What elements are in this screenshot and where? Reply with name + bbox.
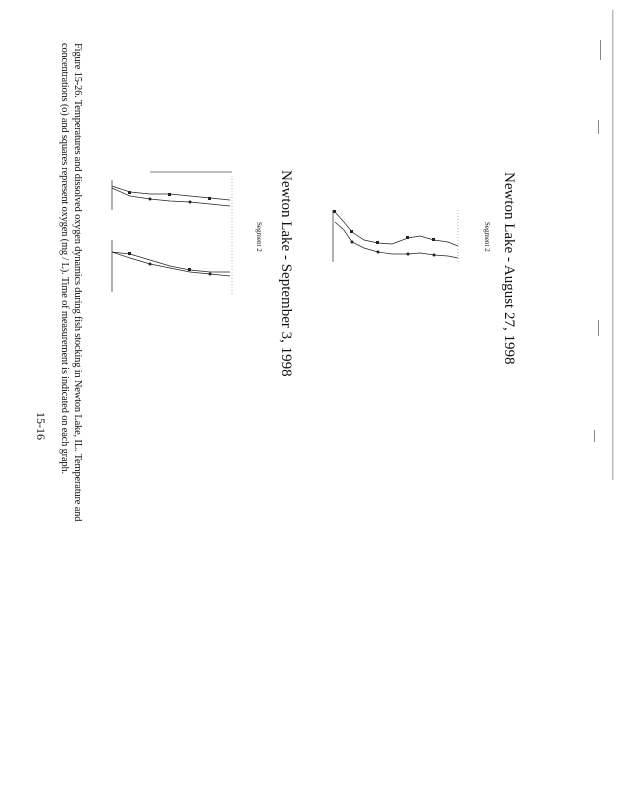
panel-1-title: Newton Lake - August 27, 1998	[501, 172, 517, 365]
panel-2-point	[189, 201, 192, 204]
panel-1-point	[350, 230, 353, 233]
panel-1-point	[377, 251, 380, 254]
panel-2-subtitle: Segment 2	[255, 222, 263, 252]
panel-2-point	[128, 252, 131, 255]
panel-1-series-oxygen	[335, 222, 458, 258]
page-number: 15-16	[34, 412, 48, 440]
panel-1-subtitle: Segment 2	[483, 222, 491, 252]
panel-1-point	[406, 236, 409, 239]
figure-caption-line-2: concentrations (o) and squares represent oxygen (mg / L). Time of measurement is indicated on each graph.	[59, 43, 70, 474]
panel-2-point	[188, 268, 191, 271]
panel-2-point	[128, 191, 131, 194]
panel-2-title: Newton Lake - September 3, 1998	[278, 170, 294, 377]
panel-2-point	[208, 197, 211, 200]
panel-2-point	[149, 263, 152, 266]
panel-1-point	[407, 253, 410, 256]
panel-2-point	[149, 198, 152, 201]
scan-edge-marks	[594, 10, 614, 480]
panel-1-plot	[333, 210, 458, 262]
panel-2-series-oxygen-upper	[112, 188, 230, 206]
figure-caption-line-1: Figure 15-26. Temperatures and dissolved oxygen dynamics during fish stocking in Newton Lake, IL. Temperature and	[72, 43, 83, 522]
panel-1-point	[432, 238, 435, 241]
panel-1-series-temperature	[335, 212, 458, 246]
panel-2-point	[209, 273, 212, 276]
panel-1-point	[433, 254, 436, 257]
panel-2-series-oxygen-lower	[112, 252, 230, 276]
panel-2-point	[168, 193, 171, 196]
panel-1-point	[333, 210, 336, 213]
panel-2-plot	[112, 172, 232, 296]
panel-1-point	[351, 241, 354, 244]
panel-1-point	[376, 241, 379, 244]
